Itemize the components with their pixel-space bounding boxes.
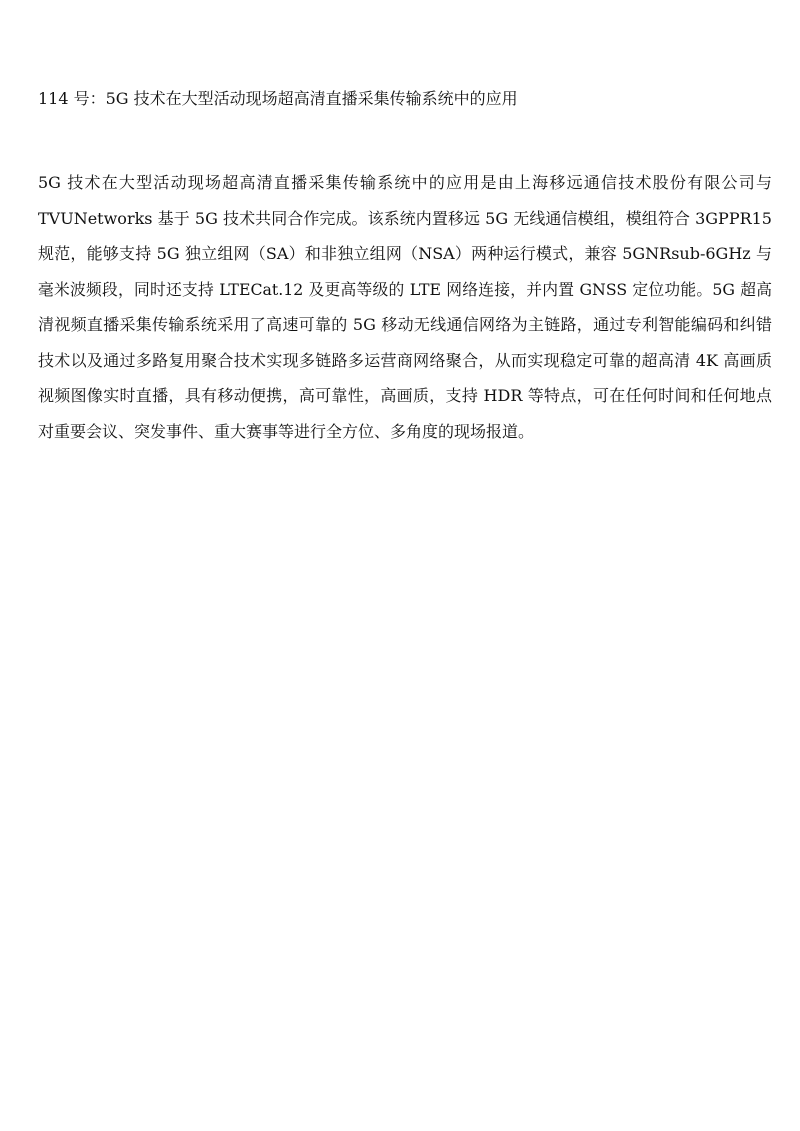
document-title: 114 号：5G 技术在大型活动现场超高清直播采集传输系统中的应用 [38,89,518,108]
document-body [38,165,772,449]
body-line: 清视频直播采集传输系统采用了高速可靠的 5G 移动无线通信网络为主链路，通过专利智能编码和纠错 [38,315,772,334]
body-line: 5G 技术在大型活动现场超高清直播采集传输系统中的应用是由上海移远通信技术股份有限公司与 [38,173,772,192]
body-line: TVUNetworks 基于 5G 技术共同合作完成。该系统内置移远 5G 无线通信模组，模组符合 3GPPR15 [38,208,772,228]
body-line: 毫米波频段，同时还支持 LTECat.12 及更高等级的 LTE 网络连接，并内置 GNSS 定位功能。5G 超高 [38,279,772,299]
body-line: 对重要会议、突发事件、重大赛事等进行全方位、多角度的现场报道。 [38,421,535,441]
body-line: 规范，能够支持 5G 独立组网（SA）和非独立组网（NSA）两种运行模式，兼容 5GNRsub-6GHz 与 [38,244,772,263]
body-line: 技术以及通过多路复用聚合技术实现多链路多运营商网络聚合，从而实现稳定可靠的超高清 4K 高画质 [38,350,772,370]
body-line: 视频图像实时直播，具有移动便携，高可靠性，高画质，支持 HDR 等特点，可在任何时间和任何地点 [38,386,772,405]
